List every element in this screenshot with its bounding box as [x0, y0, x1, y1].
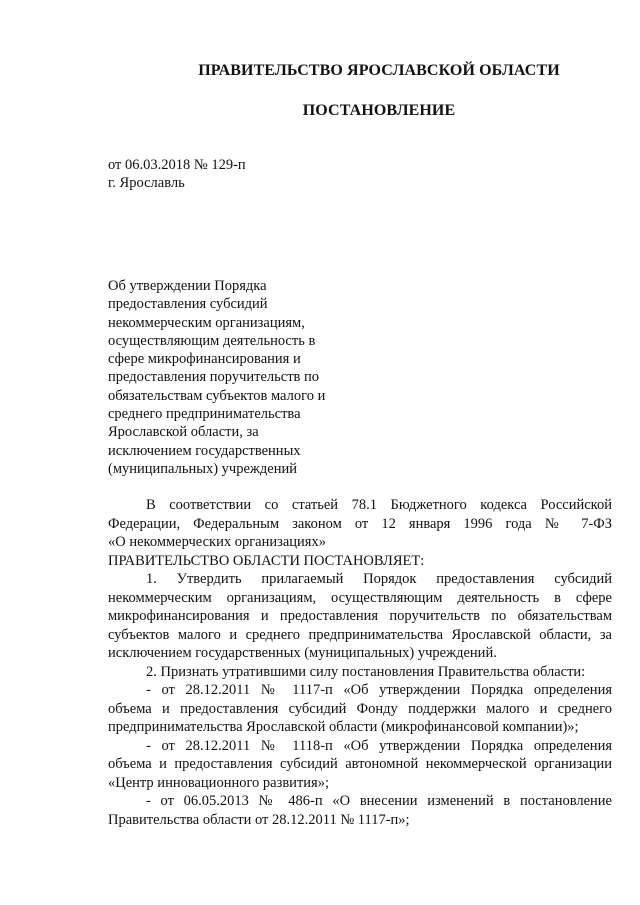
sub-item-line: объема и предоставления субсидий автономной некоммерческой организации: [108, 756, 612, 772]
preamble-line: В соответствии со статьей 78.1 Бюджетного кодекса Российской: [146, 497, 612, 513]
sub-item-line: «Центр инновационного развития»;: [108, 774, 329, 791]
sub-item-line: Правительства области от 28.12.2011 № 1117-п»;: [108, 811, 410, 828]
government-title: ПРАВИТЕЛЬСТВО ЯРОСЛАВСКОЙ ОБЛАСТИ: [198, 62, 560, 79]
subject-line: некоммерческим организациям,: [108, 314, 305, 331]
item-1-line: 1. Утвердить прилагаемый Порядок предоставления субсидий: [146, 571, 612, 587]
subject-line: (муниципальных) учреждений: [108, 460, 298, 477]
resolution-heading: ПРАВИТЕЛЬСТВО ОБЛАСТИ ПОСТАНОВЛЯЕТ:: [108, 552, 425, 569]
sub-item-line: объема и предоставления субсидий Фонду поддержки малого и среднего: [108, 700, 612, 717]
subject-line: обязательствам субъектов малого и: [108, 387, 326, 404]
item-1-line: субъектов малого и среднего предпринимательства Ярославской области, за: [108, 626, 612, 643]
document-body: [108, 496, 612, 829]
item-2-sub-3: [108, 792, 612, 829]
preamble-line: «О некоммерческих организациях»: [108, 534, 326, 550]
item-1-line: микрофинансирования и предоставления поручительств по обязательствам: [108, 608, 612, 624]
item-2-sub-1: [108, 681, 612, 737]
subject-line: Ярославской области, за: [108, 424, 259, 441]
item-2-intro: 2. Признать утратившими силу постановления Правительства области:: [146, 663, 586, 680]
sub-item-line: предпринимательства Ярославской области (микрофинансовой компании)»;: [108, 719, 579, 735]
subject-line: сфере микрофинансирования и: [108, 351, 301, 368]
sub-item-line: - от 28.12.2011 № 1117-п «Об утверждении Порядка определения: [146, 682, 612, 698]
preamble-line: Федерации, Федеральным законом от 12 января 1996 года № 7-ФЗ: [108, 515, 612, 532]
document-subject: [108, 277, 408, 478]
subject-line: осуществляющим деятельность в: [108, 332, 316, 349]
subject-line: Об утверждении Порядка: [108, 278, 267, 294]
item-1-line: некоммерческим организациям, осуществляющим деятельность в сфере: [108, 589, 612, 606]
sub-item-line: - от 06.05.2013 № 486-п «О внесении изменений в постановление: [146, 793, 612, 809]
document-type-title: ПОСТАНОВЛЕНИЕ: [302, 102, 456, 119]
item-1-line: исключением государственных (муниципальных) учреждений.: [108, 645, 497, 661]
subject-line: предоставления субсидий: [108, 296, 268, 313]
document-date-number: от 06.03.2018 № 129-п: [108, 157, 246, 173]
document-city: г. Ярославль: [108, 175, 185, 191]
item-1: [108, 570, 612, 663]
item-2-sub-2: [108, 737, 612, 793]
subject-line: среднего предпринимательства: [108, 406, 301, 423]
sub-item-line: - от 28.12.2011 № 1118-п «Об утверждении Порядка определения: [146, 737, 612, 754]
preamble: [108, 496, 612, 552]
subject-line: предоставления поручительств по: [108, 369, 320, 386]
subject-line: исключением государственных: [108, 442, 301, 459]
